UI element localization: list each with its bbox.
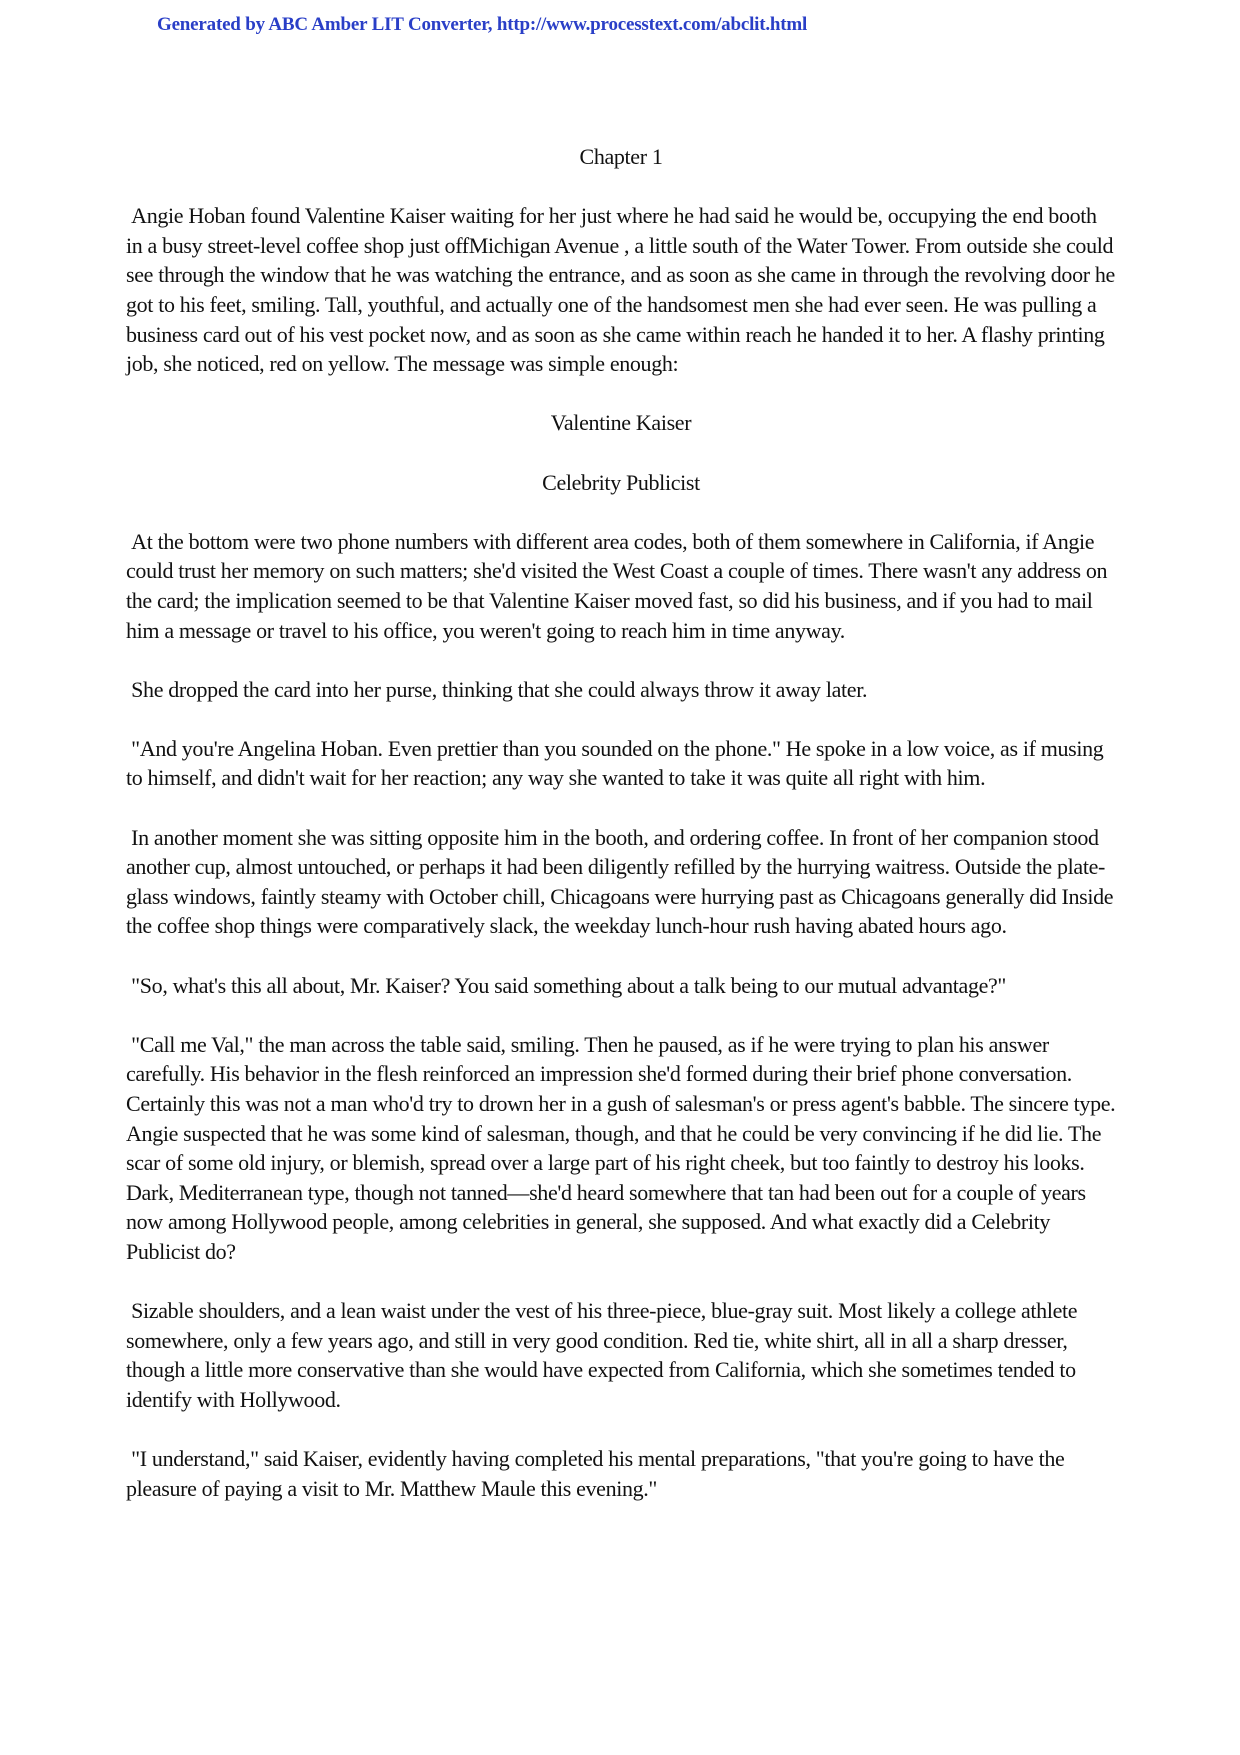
paragraph-4: "And you're Angelina Hoban. Even prettier than you sounded on the phone." He spoke in a low voice, as if musing to himself, and didn't wait for her reaction; any way she wanted to take it was quite all right with him.	[126, 735, 1104, 791]
paragraph-6: "So, what's this all about, Mr. Kaiser? You said something about a talk being to our mutual advantage?"	[131, 972, 1007, 998]
paragraph-1: Angie Hoban found Valentine Kaiser waiting for her just where he had said he would be, occupying the end booth in a busy street-level coffee shop just offMichigan Avenue , a little south of the Water Tower. From outside she could see through the window that he was watching the entrance, and as soon as she came in through the revolving door he got to his feet, smiling. Tall, youthful, and actually one of the handsomest men she had ever seen. He was pulling a business card out of his vest pocket now, and as soon as she came within reach he handed it to her. A flashy printing job, she noticed, red on yellow. The message was simple enough:	[126, 203, 1115, 377]
paragraph-9: "I understand," said Kaiser, evidently having completed his mental preparations, "that you're going to have the pleasure of paying a visit to Mr. Matthew Maule this evening."	[126, 1446, 1065, 1501]
chapter-title: Chapter 1	[579, 144, 663, 169]
card-name: Valentine Kaiser	[550, 410, 692, 436]
card-title: Celebrity Publicist	[542, 469, 700, 495]
paragraph-8: Sizable shoulders, and a lean waist under the vest of his three-piece, blue-gray suit. Most likely a college athlete somewhere, only a few years ago, and still in very good condition. Red tie, white shirt, all in all a sharp dresser, though a little more conservative than she would have expected from California, which she sometimes tended to identify with Hollywood.	[126, 1298, 1078, 1412]
converter-banner[interactable]: Generated by ABC Amber LIT Converter, http://www.processtext.com/abclit.html	[157, 14, 808, 35]
paragraph-3: She dropped the card into her purse, thinking that she could always throw it away later.	[131, 676, 868, 702]
paragraph-2: At the bottom were two phone numbers with different area codes, both of them somewhere in California, if Angie could trust her memory on such matters; she'd visited the West Coast a couple of times. There wasn't any address on the card; the implication seemed to be that Valentine Kaiser moved fast, so did his business, and if you had to mail him a message or travel to his office, you weren't going to reach him in time anyway.	[126, 528, 1108, 643]
document-body	[126, 142, 1116, 1533]
paragraph-7: "Call me Val," the man across the table said, smiling. Then he paused, as if he were trying to plan his answer carefully. His behavior in the flesh reinforced an impression she'd formed during their brief phone conversation. Certainly this was not a man who'd try to drown her in a gush of salesman's or press agent's babble. The sincere type. Angie suspected that he was some kind of salesman, though, and that he could be very convincing if he did lie. The scar of some old injury, or blemish, spread over a large part of his right cheek, but too faintly to destroy his looks. Dark, Mediterranean type, though not tanned—she'd heard somewhere that tan had been out for a couple of years now among Hollywood people, among celebrities in general, she supposed. And what exactly did a Celebrity Publicist do?	[126, 1031, 1116, 1264]
paragraph-5: In another moment she was sitting opposite him in the booth, and ordering coffee. In front of her companion stood another cup, almost untouched, or perhaps it had been diligently refilled by the hurrying waitress. Outside the plate-glass windows, faintly steamy with October chill, Chicagoans were hurrying past as Chicagoans generally did Inside the coffee shop things were comparatively slack, the weekday lunch-hour rush having abated hours ago.	[126, 824, 1114, 939]
